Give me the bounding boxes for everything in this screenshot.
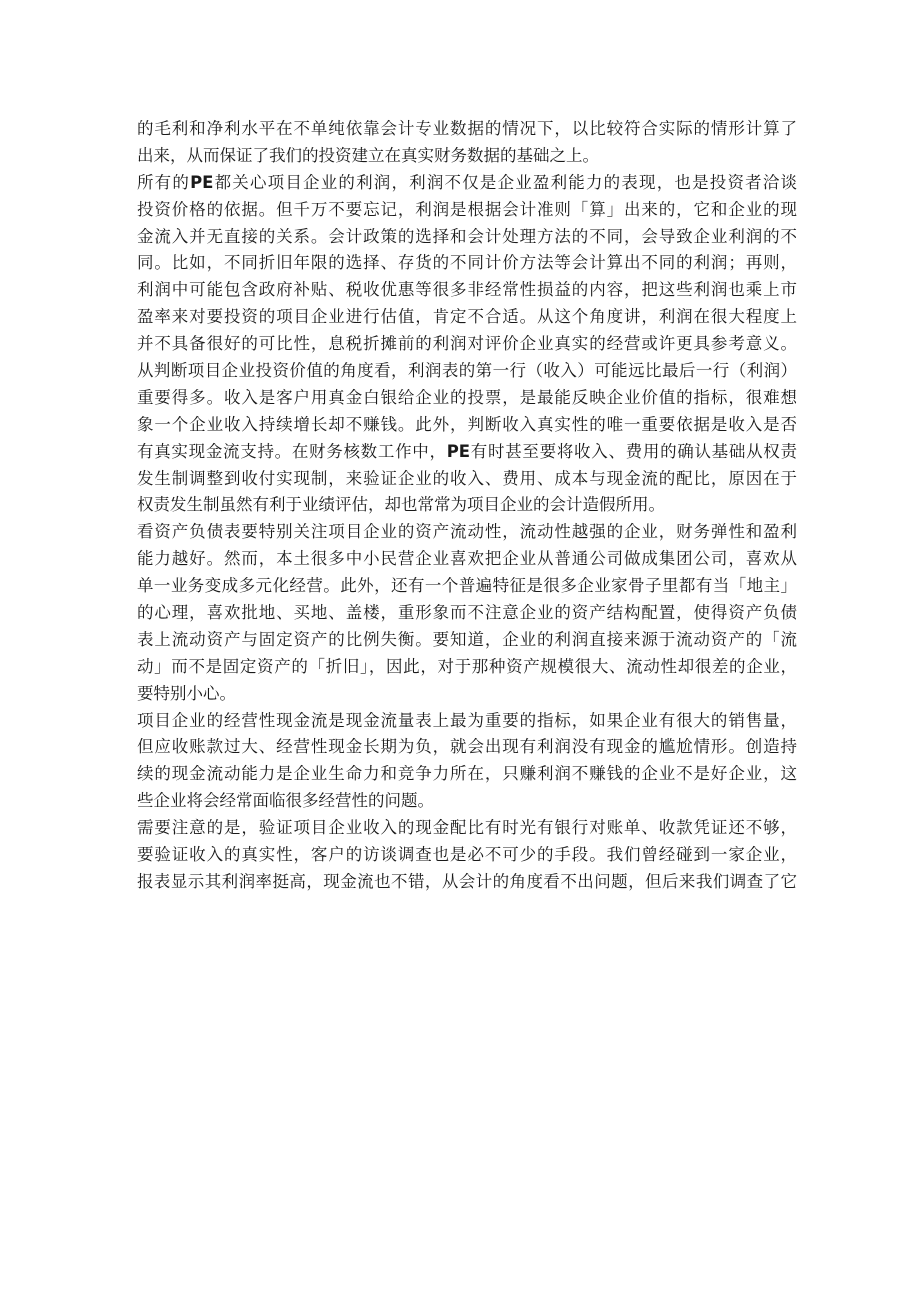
- text-line: 同。比如，不同折旧年限的选择、存货的不同计价方法等会计算出不同的利润；再则，: [137, 253, 797, 273]
- text-line: 的毛利和净利水平在不单纯依靠会计专业数据的情况下，以比较符合实际的情形计算了: [137, 119, 797, 138]
- text-line: 项目企业的经营性现金流是现金流量表上最为重要的指标，如果企业有很大的销售量，: [137, 710, 797, 730]
- text-line: 出来，从而保证了我们的投资建立在真实财务数据的基础之上。: [137, 145, 599, 165]
- text-line: 表上流动资产与固定资产的比例失衡。要知道，企业的利润直接来源于流动资产的「流: [137, 629, 797, 649]
- paragraph: [137, 815, 797, 896]
- text-line: 能力越好。然而，本土很多中小民营企业喜欢把企业从普通公司做成集团公司，喜欢从: [137, 549, 797, 569]
- text-line: 的心理，喜欢批地、买地、盖楼，重形象而不注意企业的资产结构配置，使得资产负债: [137, 603, 797, 623]
- text-line: 投资价格的依据。但千万不要忘记，利润是根据会计准则「算」出来的，它和企业的现: [137, 199, 797, 219]
- text-line: 重要得多。收入是客户用真金白银给企业的投票，是最能反映企业价值的指标，很难想: [137, 387, 797, 407]
- text-line: 发生制调整到收付实现制，来验证企业的收入、费用、成本与现金流的配比，原因在于: [137, 468, 797, 488]
- text-line: 报表显示其利润率挺高，现金流也不错，从会计的角度看不出问题，但后来我们调查了它: [137, 871, 797, 891]
- paragraph: [137, 358, 797, 519]
- text-line: 并不具备很好的可比性，息税折摊前的利润对评价企业真实的经营或许更具参考意义。: [137, 334, 797, 354]
- text-line: 要验证收入的真实性，客户的访谈调查也是必不可少的手段。我们曾经碰到一家企业，: [137, 845, 797, 865]
- text-line: 但应收账款过大、经营性现金长期为负，就会出现有利润没有现金的尴尬情形。创造持: [137, 737, 797, 757]
- text-line: 利润中可能包含政府补贴、税收优惠等很多非经常性损益的内容，把这些利润也乘上市: [137, 280, 797, 300]
- pe-term: PE: [446, 441, 471, 461]
- document-body: [137, 116, 797, 896]
- text-line: 要特别小心。: [137, 683, 236, 703]
- text-line: 看资产负债表要特别关注项目企业的资产流动性，流动性越强的企业，财务弹性和盈利: [137, 522, 797, 542]
- text-line: 盈率来对要投资的项目企业进行估值，肯定不合适。从这个角度讲，利润在很大程度上: [137, 307, 797, 327]
- text-line: 象一个企业收入持续增长却不赚钱。此外，判断收入真实性的唯一重要依据是收入是否: [137, 414, 797, 434]
- paragraph: [137, 116, 797, 170]
- paragraph: [137, 170, 797, 358]
- paragraph: [137, 519, 797, 707]
- text-line: 权责发生制虽然有利于业绩评估，却也常常为项目企业的会计造假所用。: [137, 495, 665, 515]
- text-line: 金流入并无直接的关系。会计政策的选择和会计处理方法的不同，会导致企业利润的不: [137, 226, 797, 246]
- text-line: 续的现金流动能力是企业生命力和竞争力所在，只赚利润不赚钱的企业不是好企业，这: [137, 764, 797, 784]
- paragraph: [137, 708, 797, 816]
- text-line: 有真实现金流支持。在财务核数工作中，PE有时甚至要将收入、费用的确认基础从权责: [137, 441, 797, 461]
- text-line: 些企业将会经常面临很多经营性的问题。: [137, 791, 434, 811]
- text-line: 所有的PE都关心项目企业的利润，利润不仅是企业盈利能力的表现，也是投资者洽谈: [137, 172, 797, 192]
- text-line: 从判断项目企业投资价值的角度看，利润表的第一行（收入）可能远比最后一行（利润）: [137, 361, 797, 381]
- text-line: 需要注意的是，验证项目企业收入的现金配比有时光有银行对账单、收款凭证还不够，: [137, 818, 797, 838]
- text-line: 动」而不是固定资产的「折旧」，因此，对于那种资产规模很大、流动性却很差的企业，: [137, 656, 797, 676]
- pe-term: PE: [190, 172, 214, 192]
- text-line: 单一业务变成多元化经营。此外，还有一个普遍特征是很多企业家骨子里都有当「地主」: [137, 576, 797, 596]
